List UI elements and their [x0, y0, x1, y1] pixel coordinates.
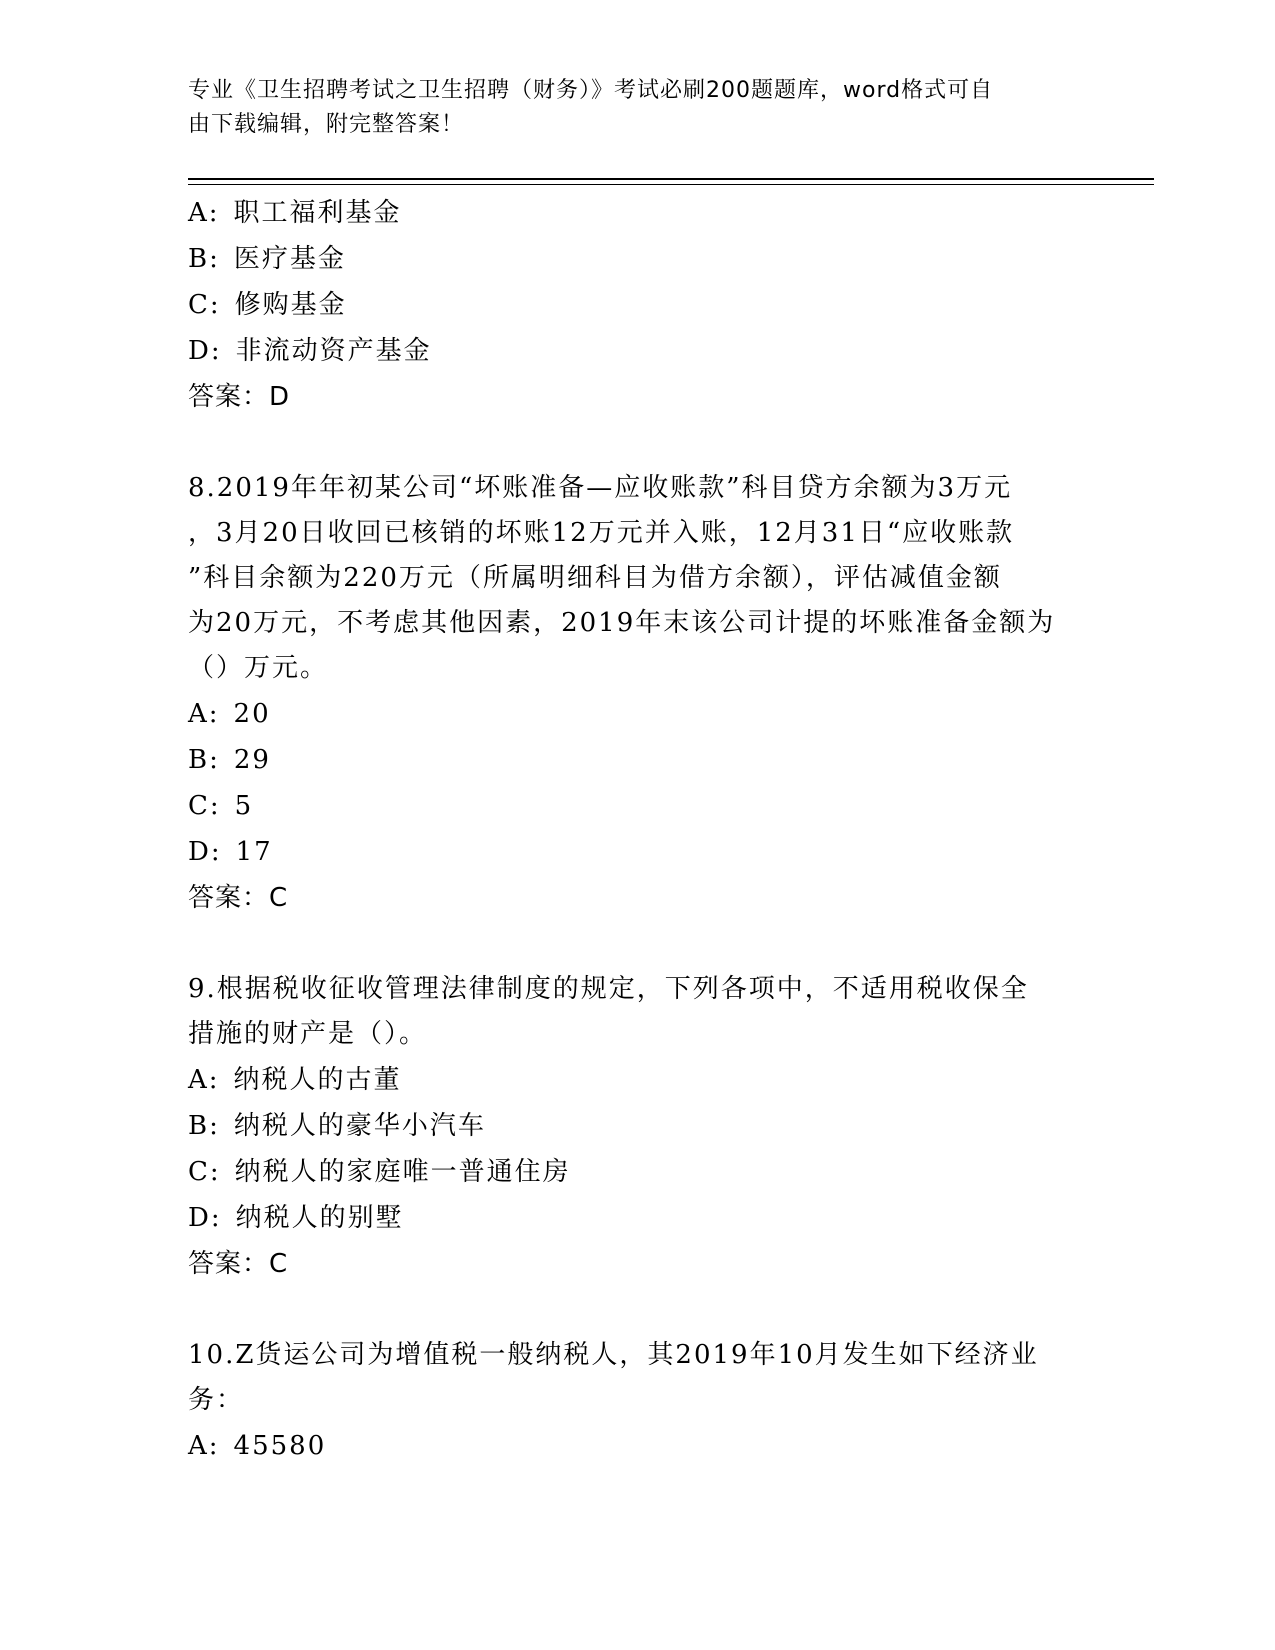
option-a: A: 20: [188, 699, 271, 729]
header-divider-thin: [188, 184, 1154, 185]
option-a: A: 45580: [188, 1431, 327, 1461]
option-d: D: 非流动资产基金: [188, 336, 432, 366]
question-text-line: 8.2019年年初某公司“坏账准备—应收账款”科目贷方余额为3万元: [188, 473, 1013, 503]
header-line-2: 由下载编辑，附完整答案！: [188, 112, 465, 137]
document-body: [188, 190, 1088, 1469]
question-text-line: 措施的财产是（）。: [188, 1019, 428, 1049]
option-d: D: 纳税人的别墅: [188, 1203, 404, 1233]
option-c: C: 5: [188, 791, 254, 821]
question-8: [188, 466, 1088, 921]
question-text: [188, 967, 1088, 1057]
question-text-line: 务：: [188, 1385, 245, 1415]
option-b: B: 29: [188, 745, 271, 775]
answer-line: 答案：D: [188, 382, 291, 412]
header-divider-thick: [188, 178, 1154, 180]
option-a: A: 纳税人的古董: [188, 1065, 402, 1095]
option-d: D: 17: [188, 837, 273, 867]
question-10: [188, 1333, 1088, 1469]
document-header: [188, 74, 1088, 142]
answer-line: 答案：C: [188, 883, 289, 913]
question-text-line: （）万元。: [188, 653, 329, 683]
option-a: A: 职工福利基金: [188, 198, 402, 228]
question-text-line: ”科目余额为220万元（所属明细科目为借方余额），评估减值金额: [188, 563, 1002, 593]
header-line-1: 专业《卫生招聘考试之卫生招聘（财务）》考试必刷200题题库，word格式可自: [188, 78, 994, 103]
question-text: [188, 466, 1088, 691]
question-9: [188, 967, 1088, 1287]
question-text-line: 为20万元，不考虑其他因素，2019年末该公司计提的坏账准备金额为: [188, 608, 1056, 638]
answer-line: 答案：C: [188, 1249, 289, 1279]
question-text-line: 9.根据税收征收管理法律制度的规定，下列各项中，不适用税收保全: [188, 974, 1029, 1004]
option-b: B: 医疗基金: [188, 244, 346, 274]
question-text-line: 10.Z货运公司为增值税一般纳税人，其2019年10月发生如下经济业: [188, 1340, 1039, 1370]
option-c: C: 纳税人的家庭唯一普通住房: [188, 1157, 571, 1187]
option-b: B: 纳税人的豪华小汽车: [188, 1111, 486, 1141]
question-7: [188, 190, 1088, 420]
question-text: [188, 1333, 1088, 1423]
option-c: C: 修购基金: [188, 290, 347, 320]
question-text-line: ，3月20日收回已核销的坏账12万元并入账，12月31日“应收账款: [188, 518, 1015, 548]
